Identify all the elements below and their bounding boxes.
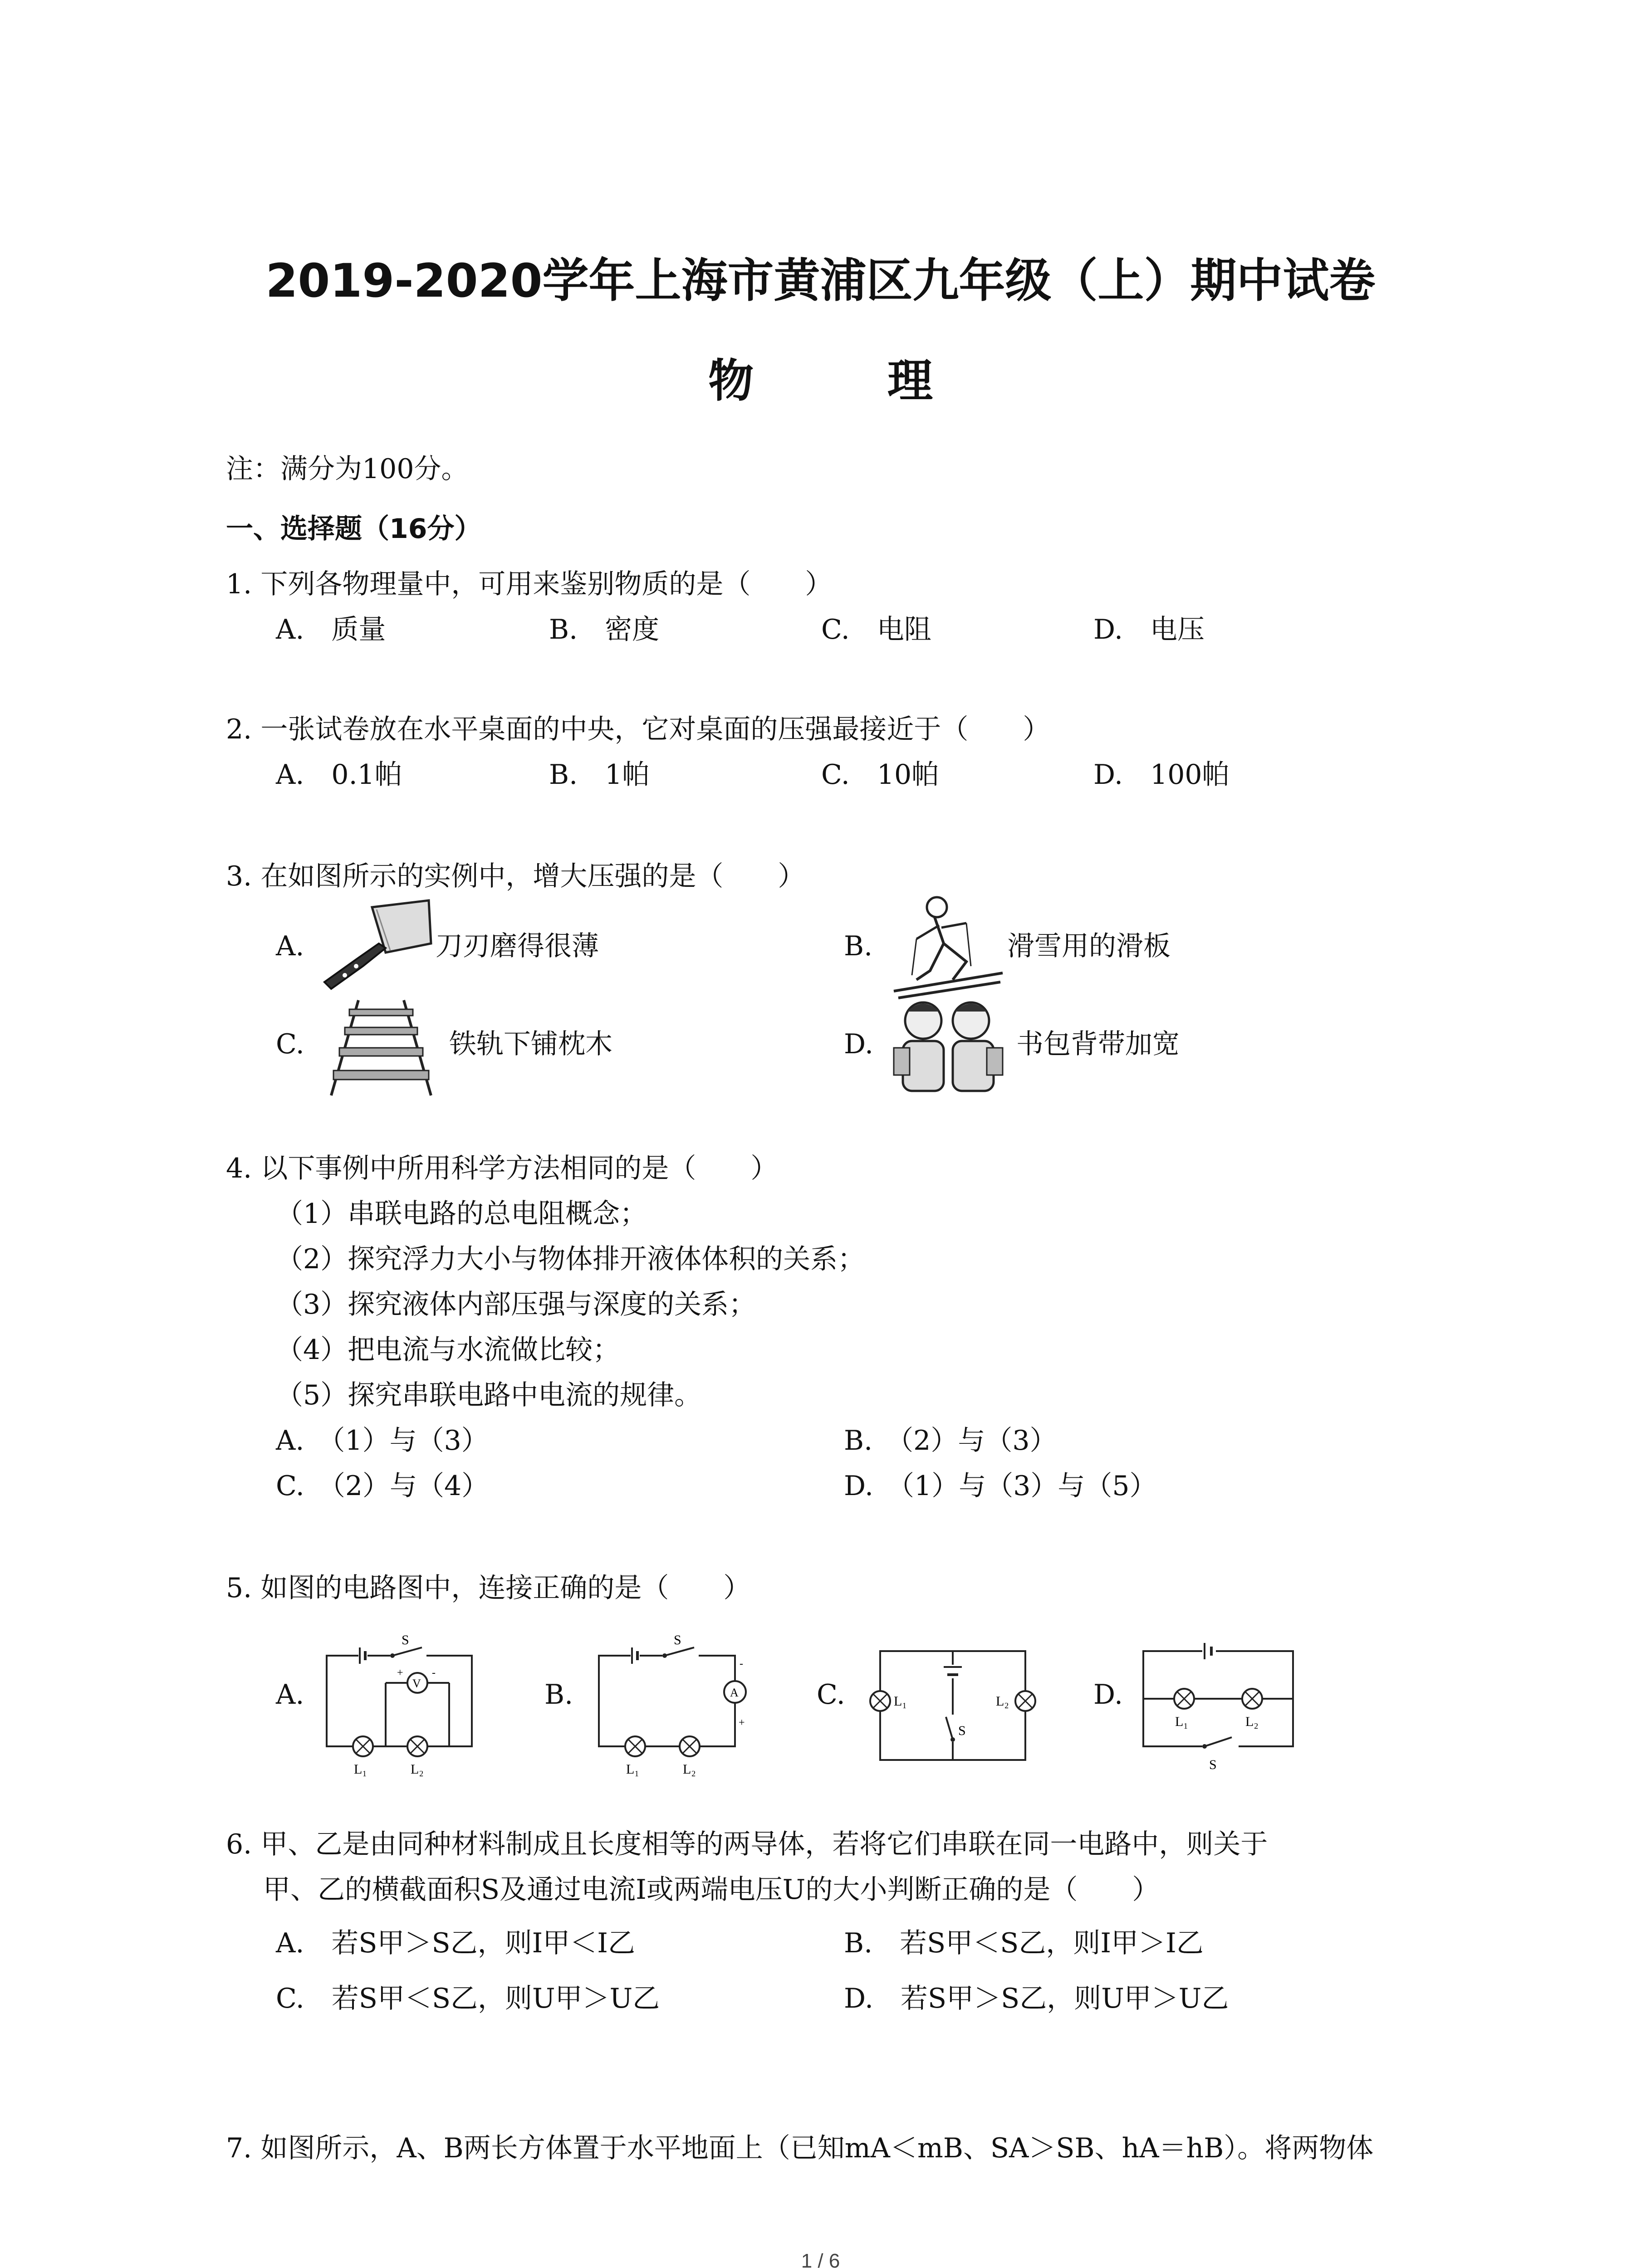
q4-item-4: （4）把电流与水流做比较； [276,1334,620,1366]
q6-option-c[interactable]: C. 若S甲＜S乙，则U甲＞U乙 [276,1983,660,2014]
question-6-stem-line-2: 甲、乙的横截面积S及通过电流I或两端电压U的大小判断正确的是（ ） [263,1874,1160,1906]
question-5-stem: 5. 如图的电路图中，连接正确的是（ ） [226,1572,751,1604]
q6-option-d[interactable]: D. 若S甲＞S乙，则U甲＞U乙 [844,1983,1229,2014]
svg-text:S: S [958,1723,966,1738]
circuit-b-ammeter-label: A [730,1686,739,1699]
svg-text:L₂: L₂ [1245,1714,1259,1729]
svg-text:+: + [739,1717,745,1729]
circuit-a-voltmeter-label: V [412,1677,421,1690]
q4-item-5: （5）探究串联电路中电流的规律。 [276,1379,702,1411]
q4-option-c[interactable]: C. （2）与（4） [276,1470,489,1502]
q2-option-a[interactable]: A. 0.1帕 [276,759,402,791]
svg-text:L₁: L₁ [354,1762,367,1777]
q1-option-c[interactable]: C. 电阻 [821,614,931,645]
svg-text:L₂: L₂ [411,1762,424,1777]
schoolbag-kids-image [885,993,1012,1107]
q3-caption-c: 铁轨下铺枕木 [449,1028,612,1060]
svg-text:L₁: L₁ [1175,1714,1188,1729]
q3-caption-b: 滑雪用的滑板 [1007,930,1171,962]
q2-option-c[interactable]: C. 10帕 [821,759,939,791]
q1-option-b[interactable]: B. 密度 [549,614,660,645]
circuit-diagram-d [1130,1633,1302,1783]
q5-option-b[interactable]: B. [544,1679,573,1711]
svg-text:+: + [397,1667,403,1679]
cleaver-knife-image [318,898,436,998]
question-4-stem: 4. 以下事例中所用科学方法相同的是（ ） [226,1153,778,1184]
svg-text:S: S [674,1633,681,1647]
railway-track-image [318,998,445,1098]
question-6-stem-line-1: 6. 甲、乙是由同种材料制成且长度相等的两导体，若将它们串联在同一电路中，则关于 [226,1828,1268,1860]
subject-title: 物 理 [708,354,992,407]
q1-option-d[interactable]: D. 电压 [1093,614,1205,645]
q3-caption-d: 书包背带加宽 [1016,1028,1180,1060]
q6-option-b[interactable]: B. 若S甲＜S乙，则I甲＞I乙 [844,1927,1204,1959]
q2-option-b[interactable]: B. 1帕 [549,759,650,791]
circuit-diagram-a [313,1628,485,1792]
q4-item-1: （1）串联电路的总电阻概念； [276,1198,647,1230]
score-note: 注：满分为100分。 [226,453,469,485]
svg-text:L₁: L₁ [626,1762,639,1777]
section-heading: 一、选择题（16分） [226,513,482,545]
question-7-stem: 7. 如图所示，A、B两长方体置于水平地面上（已知mA＜mB、SA＞SB、hA＝hB）。将两物体 [226,2132,1374,2164]
exam-title: 2019-2020学年上海市黄浦区九年级（上）期中试卷 [265,254,1376,308]
q3-option-b[interactable]: B. [844,930,873,962]
q3-option-a[interactable]: A. [276,930,304,962]
q5-option-d[interactable]: D. [1093,1679,1123,1711]
svg-text:S: S [1209,1757,1217,1772]
q4-option-d[interactable]: D. （1）与（3）与（5） [844,1470,1157,1502]
q6-option-a[interactable]: A. 若S甲＞S乙，则I甲＜I乙 [276,1927,636,1959]
circuit-diagram-b [585,1628,758,1792]
circuit-a-switch-label: S [402,1633,409,1647]
q3-option-d[interactable]: D. [844,1028,874,1060]
q2-option-d[interactable]: D. 100帕 [1093,759,1230,791]
page-number: 1 / 6 [801,2250,840,2268]
svg-text:L₂: L₂ [996,1694,1009,1709]
circuit-diagram-c [862,1633,1043,1783]
q3-caption-a: 刀刃磨得很薄 [436,930,599,962]
question-2-stem: 2. 一张试卷放在水平桌面的中央，它对桌面的压强最接近于（ ） [226,714,1050,745]
question-3-stem: 3. 在如图所示的实例中，增大压强的是（ ） [226,860,805,892]
q1-option-a[interactable]: A. 质量 [276,614,386,645]
q5-option-c[interactable]: C. [817,1679,845,1711]
question-1-stem: 1. 下列各物理量中，可用来鉴别物质的是（ ） [226,568,833,600]
skier-image [889,889,1007,1002]
svg-text:L₁: L₁ [894,1694,907,1709]
q4-option-b[interactable]: B. （2）与（3） [844,1425,1057,1457]
q4-option-a[interactable]: A. （1）与（3） [276,1425,489,1457]
q4-item-2: （2）探究浮力大小与物体排开液体体积的关系； [276,1243,865,1275]
svg-text:-: - [432,1667,436,1679]
q5-option-a[interactable]: A. [276,1679,304,1711]
svg-text:-: - [740,1658,743,1670]
q3-option-c[interactable]: C. [276,1028,304,1060]
q4-item-3: （3）探究液体内部压强与深度的关系； [276,1289,756,1320]
svg-text:L₂: L₂ [683,1762,696,1777]
